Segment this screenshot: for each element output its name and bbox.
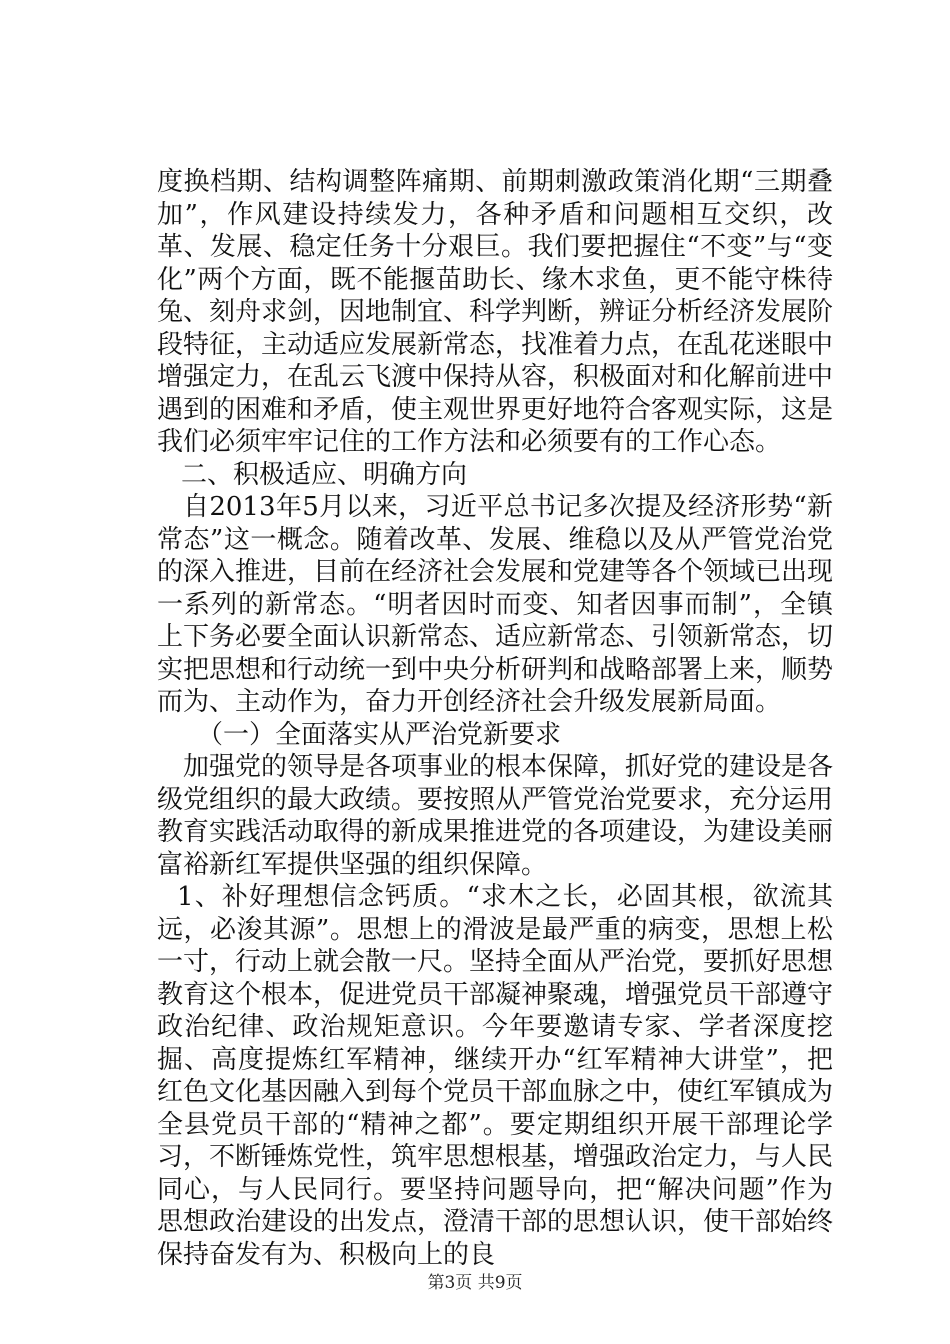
document-body [157,166,833,1271]
subsection-heading: （一）全面落实从严治党新要求 [197,719,562,750]
section-heading: 二、积极适应、明确方向 [181,459,468,490]
body-paragraph: 自2013年5月以来，习近平总书记多次提及经济形势“新常态”这一概念。随着改革、发展、维稳以及从严管党治党的深入推进，目前在经济社会发展和党建等各个领域已出现一系列的新常态。“明者因时而变、知者因事而制”，全镇上下务必要全面认识新常态、适应新常态、引领新常态，切实把思想和行动统一到中央分析研判和战略部署上来，顺势而为、主动作为，奋力开创经济社会升级发展新局面。 [157,492,834,717]
numbered-item: 1、补好理想信念钙质。“求木之长，必固其根，欲流其远，必浚其源”。思想上的滑波是最严重的病变，思想上松一寸，行动上就会散一尺。坚持全面从严治党，要抓好思想教育这个根本，促进党员干部凝神聚魂，增强党员干部遵守政治纪律、政治规矩意识。今年要邀请专家、学者深度挖掘、高度提炼红军精神，继续开办“红军精神大讲堂”，把红色文化基因融入到每个党员干部血脉之中，使红军镇成为全县党员干部的“精神之都”。要定期组织开展干部理论学习，不断锤炼党性，筑牢思想根基，增强政治定力，与人民同心，与人民同行。要坚持问题导向，把“解决问题”作为思想政治建设的出发点，澄清干部的思想认识，使干部始终保持奋发有为、积极向上的良 [157,882,834,1270]
body-paragraph: 加强党的领导是各项事业的根本保障，抓好党的建设是各级党组织的最大政绩。要按照从严管党治党要求，充分运用教育实践活动取得的新成果推进党的各项建设，为建设美丽富裕新红军提供坚强的组织保障。 [157,752,834,880]
body-paragraph-continued: 度换档期、结构调整阵痛期、前期刺激政策消化期“三期叠加”，作风建设持续发力，各种矛盾和问题相互交织，改革、发展、稳定任务十分艰巨。我们要把握住“不变”与“变化”两个方面，既不能揠苗助长、缘木求鱼，更不能守株待兔、刻舟求剑，因地制宜、科学判断，辨证分析经济发展阶段特征，主动适应发展新常态，找准着力点，在乱花迷眼中增强定力，在乱云飞渡中保持从容，积极面对和化解前进中遇到的困难和矛盾，使主观世界更好地符合客观实际，这是我们必须牢牢记住的工作方法和必须要有的工作心态。 [157,167,834,457]
page-footer: 第3页 共9页 [427,1273,523,1293]
